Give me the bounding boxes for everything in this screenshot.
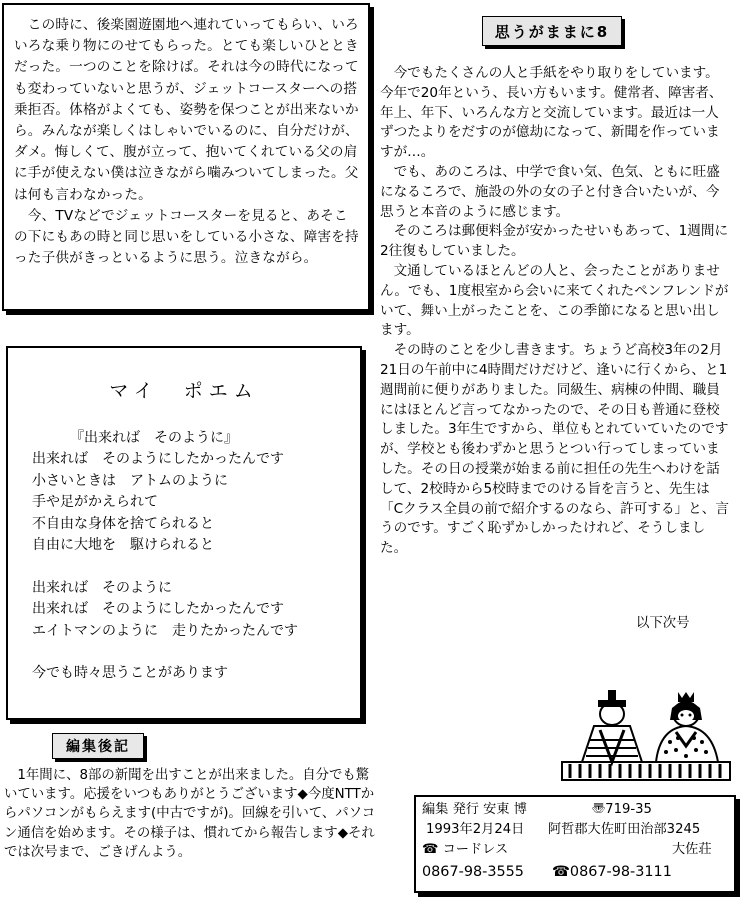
phone-label: ☎ コードレス xyxy=(422,842,509,857)
editor-publisher: 編集 発行 安東 博 xyxy=(422,802,527,817)
poem-line: 不自由な身体を捨てられると xyxy=(32,515,214,532)
essay-paragraph-1: この時に、後楽園遊園地へ連れていってもらい、いろいろな乗り物にのせてもらった。とても楽しいひとときだった。一つのことを除けば。それは今の時代になっても変わっていないと思うが、ジェットコースターへの搭乗拒否。体格がよくても、姿勢を保つことが出来ないから。みんなが楽しくはしゃいでいるのに、自分だけが、ダメ。悔しくて、腹が立って、抱いてくれている父の肩に手が使えない僕は泣きながら噛みついてしまった。父は何も言わなかった。 xyxy=(14,17,359,203)
column-body xyxy=(380,64,732,559)
column-paragraph-5: その時のことを少し書きます。ちょうど高校3年の2月21日の午前中に4時間だけだけど、逢いに行くから、と1週間前に便りがありました。同級生、病棟の仲間、職員にはほとんど言ってなかったので、その日も普通に登校しました。3年生ですから、単位もとれていていたのですが、学校とも後わずかと思うとつい行ってしまっていました。その日の授業が始まる前に担任の先生へわけを話して、2校時から5校時までのける旨を言うと、先生は「Cクラス全員の前で紹介するのなら、許可する」と、言うのです。すごく恥ずかしかったけれど、そうしました。 xyxy=(380,342,729,557)
poem-line: 手や足がかえられて xyxy=(32,494,158,511)
colophon-box xyxy=(414,795,736,893)
postal-code: 〠719-35 xyxy=(592,802,652,817)
poem-lines xyxy=(32,428,298,685)
hina-dolls-illustration xyxy=(560,690,732,782)
phone-number: 0867-98-3555 xyxy=(422,864,524,880)
fax-number: ☎0867-98-3111 xyxy=(552,864,672,880)
address-line: 阿哲郡大佐町田治部3245 xyxy=(548,822,701,837)
column-paragraph-2: でも、あのころは、中学で食い気、色気、ともに旺盛になるころで、施設の外の女の子と付き合いたいが、今思うと本音のように感じます。 xyxy=(380,163,720,220)
editor-notes-text: 1年間に、8部の新聞を出すことが出来ました。自分でも驚いています。応援をいつもありがとうございます◆今度NTTからパソコンがもらえます(中古ですが)。回線を引いて、パソコン通信を始めます。その様子は、慣れてから報告します◆それでは次号まで、ごきげんよう。 xyxy=(4,768,376,860)
hina-dolls-icon xyxy=(560,690,732,782)
issue-date: 1993年2月24日 xyxy=(426,822,525,837)
column-paragraph-3: そのころは郵便料金が安かったせいもあって、1週間に2往復もしていました。 xyxy=(380,223,729,260)
poem-line: エイトマンのように 走りたかったんです xyxy=(32,622,298,639)
continued-next-issue: 以下次号 xyxy=(636,616,690,631)
stanza-gap xyxy=(32,556,298,577)
poem-line: 自由に大地を 駆けられると xyxy=(32,537,214,554)
poem-closing: 今でも時々思うことがあります xyxy=(32,665,228,682)
poem-box xyxy=(6,346,362,720)
poem-line: 出来れば そのようにしたかったんです xyxy=(32,601,284,618)
address-facility: 大佐荘 xyxy=(672,842,712,857)
essay-box xyxy=(2,3,370,311)
poem-line: 出来れば そのように xyxy=(32,579,172,596)
column-paragraph-1: 今でもたくさんの人と手紙をやり取りをしています。今年で20年という、長い方もいます。健常者、障害者、年上、年下、いろんな方と交流しています。最近は一人ずつたよりをだすのが億劫になって、新聞を作っていますが…。 xyxy=(380,65,723,161)
editor-notes-label: 編集後記 xyxy=(52,733,144,759)
editor-notes-body xyxy=(4,766,380,862)
poem-line: 小さいときは アトムのように xyxy=(32,472,228,489)
stanza-gap xyxy=(32,642,298,663)
poem-section-title: マイ ポエム xyxy=(109,380,259,402)
column-heading: 思うがままに8 xyxy=(482,16,622,46)
column-paragraph-4: 文通しているほとんどの人と、会ったことがありません。でも、1度根室から会いに来てくれたペンフレンドがいて、舞い上がったことを、この季節になると思い出します。 xyxy=(380,262,729,339)
poem-line: 出来れば そのようにしたかったんです xyxy=(32,451,284,468)
essay-paragraph-2: 今、TVなどでジェットコースターを見ると、あそこの下にもあの時と同じ思いをしている小さな、障害を持った子供がきっといるように思う。泣きながら。 xyxy=(14,207,359,267)
poem-heading: 『出来れば そのように』 xyxy=(70,430,238,446)
